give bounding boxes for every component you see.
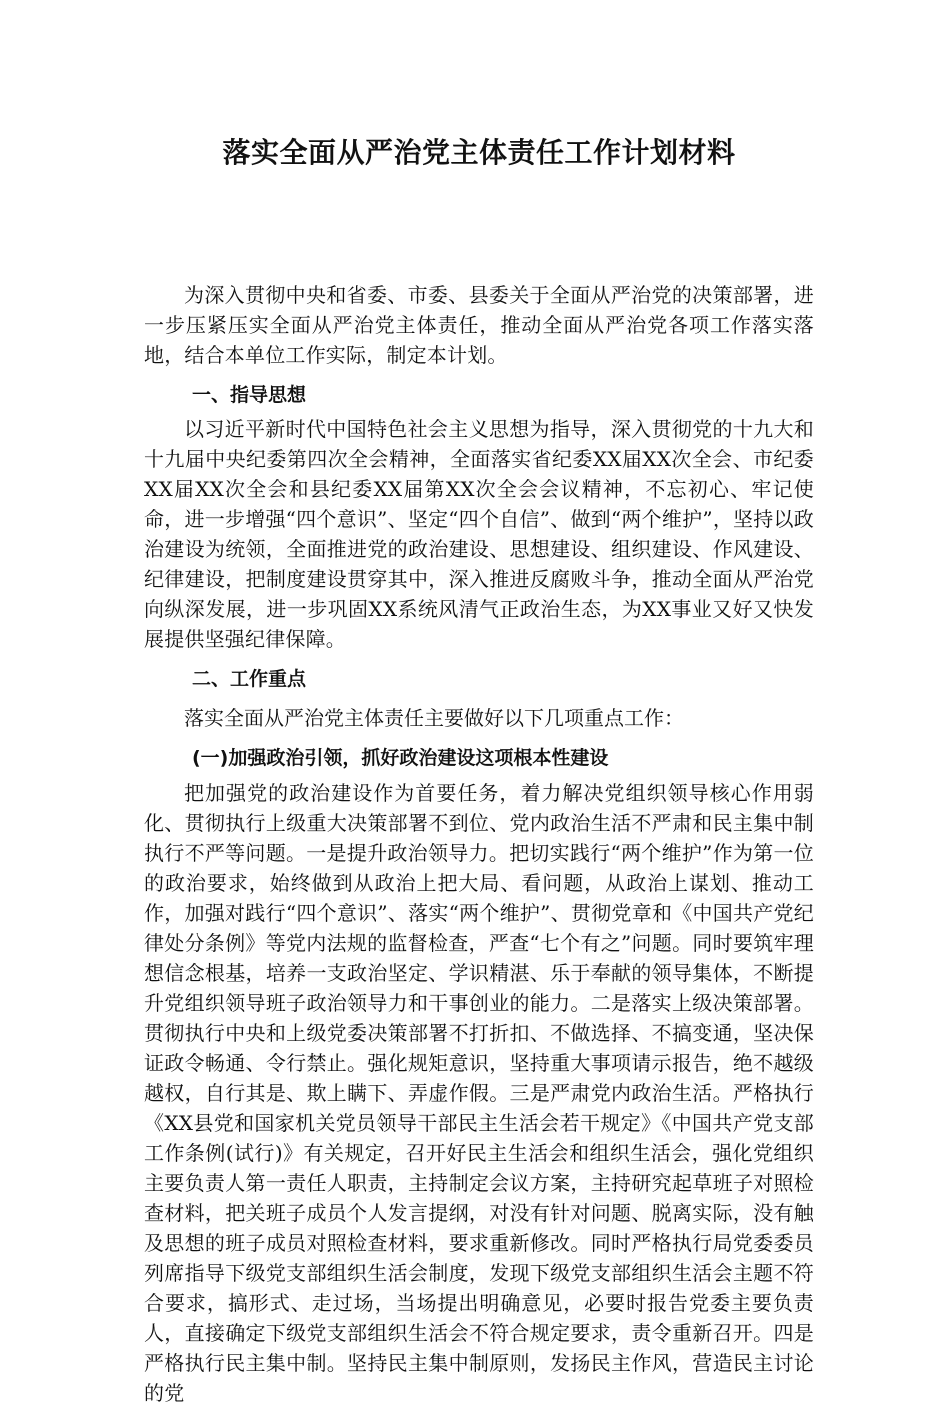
guiding-ideology-paragraph: 以习近平新时代中国特色社会主义思想为指导，深入贯彻党的十九大和十九届中央纪委第四次全会精神，全面落实省纪委XX届XX次全会、市纪委XX届XX次全会和县纪委XX届第XX次全会会议精神，不忘初心、牢记使命，进一步增强“四个意识”、坚定“四个自信”、做到“两个维护”，坚持以政治建设为统领，全面推进党的政治建设、思想建设、组织建设、作风建设、纪律建设，把制度建设贯穿其中，深入推进反腐败斗争，推动全面从严治党向纵深发展，进一步巩固XX系统风清气正政治生态，为XX事业又好又快发展提供坚强纪律保障。 — [144, 417, 814, 651]
section-heading-work-priorities: 二、工作重点 — [192, 668, 307, 690]
document-title: 落实全面从严治党主体责任工作计划材料 — [222, 136, 736, 169]
work-priorities-lead: 落实全面从严治党主体责任主要做好以下几项重点工作： — [184, 706, 684, 730]
section-heading-guiding-ideology: 一、指导思想 — [192, 384, 307, 406]
intro-paragraph: 为深入贯彻中央和省委、市委、县委关于全面从严治党的决策部署，进一步压紧压实全面从严治党主体责任，推动全面从严治党各项工作落实落地，结合本单位工作实际，制定本计划。 — [144, 283, 814, 367]
document-body — [144, 280, 814, 1408]
subsection-heading-political-guidance: (一)加强政治引领，抓好政治建设这项根本性建设 — [192, 747, 609, 769]
political-guidance-paragraph: 把加强党的政治建设作为首要任务，着力解决党组织领导核心作用弱化、贯彻执行上级重大决策部署不到位、党内政治生活不严肃和民主集中制执行不严等问题。一是提升政治领导力。把切实践行“两个维护”作为第一位的政治要求，始终做到从政治上把大局、看问题，从政治上谋划、推动工作，加强对践行“四个意识”、落实“两个维护”、贯彻党章和《中国共产党纪律处分条例》等党内法规的监督检查，严查“七个有之”问题。同时要筑牢理想信念根基，培养一支政治坚定、学识精湛、乐于奉献的领导集体，不断提升党组织领导班子政治领导力和干事创业的能力。二是落实上级决策部署。贯彻执行中央和上级党委决策部署不打折扣、不做选择、不搞变通，坚决保证政令畅通、令行禁止。强化规矩意识，坚持重大事项请示报告，绝不越级越权，自行其是、欺上瞒下、弄虚作假。三是严肃党内政治生活。严格执行《XX县党和国家机关党员领导干部民主生活会若干规定》《中国共产党支部工作条例(试行)》有关规定，召开好民主生活会和组织生活会，强化党组织主要负责人第一责任人职责，主持制定会议方案，主持研究起草班子对照检查材料，把关班子成员个人发言提纲，对没有针对问题、脱离实际，没有触及思想的班子成员对照检查材料，要求重新修改。同时严格执行局党委委员列席指导下级党支部组织生活会制度，发现下级党支部组织生活会主题不符合要求，搞形式、走过场，当场提出明确意见，必要时报告党委主要负责人，直接确定下级党支部组织生活会不符合规定要求，责令重新召开。四是严格执行民主集中制。坚持民主集中制原则，发扬民主作风，营造民主讨论的党 — [144, 781, 814, 1405]
